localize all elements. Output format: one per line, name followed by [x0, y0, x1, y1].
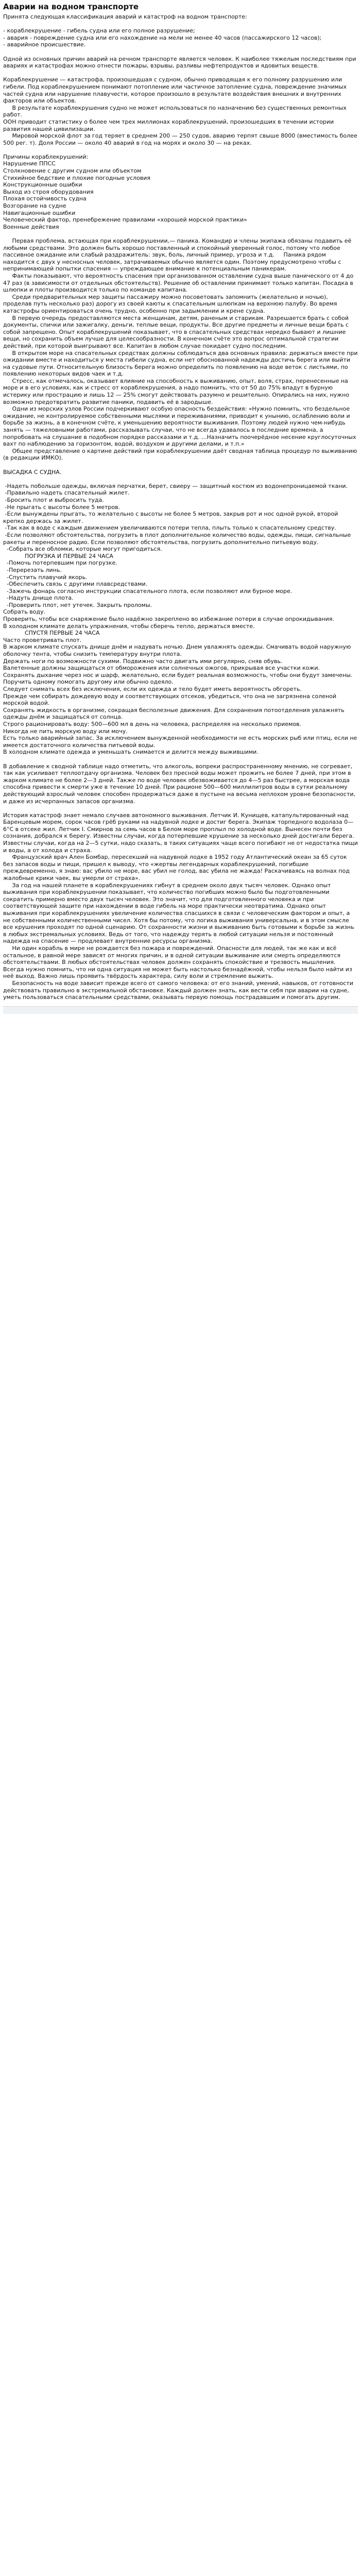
- document-title: Аварии на водном транспорте: [3, 2, 139, 11]
- page-footer-bar: [3, 1006, 358, 1014]
- document-body: Принята следующая классификация аварий и катастроф на водном транспорте: - кораблекрушение - гибель судна или его полное разрушение; - авария - повреждение судна или его нахождение на мели не менее 40 часов (пассажирского 12 часов); - аварийное происшествие. Одной из основных причин аварий на речном транспорте является человек. К наиболее тяжелым последствиям при авариях и катастрофах можно отнести пожары, взрывы, разливы нефтепродуктов и ядовитых веществ. Кораблекрушение — катастрофа, произошедшая с судном, обычно приводящая к его полному разрушению или гибели. Под кораблекрушением понимают потопление или частичное затопление судна, повреждение значимых частей судна или нарушение плавучести, которое произошло в результате воздействия внешних и внутренних факторов или объектов. В результате кораблекрушения судно не может использоваться по назначению без существенных ремонтных работ. ООН приводит статистику о более чем трех миллионах кораблекрушений, произошедших в течении истории развития нашей цивилизации. Мировой морской флот за год теряет в среднем 200 — 250 судов, аварию терпят свыше 8000 (вместимость более 500 рег. т). Доля России — около 40 аварий в год на морях и около 30 — на реках. Причины кораблекрушений: Нарушение ППСС Столкновение с другим судном или объектом Стихийное бедствие и плохие погодные условия Конструкционные ошибки Выход из строя оборудования Плохая остойчивость судна Возгорание на судне Навигационные ошибки Человеческий фактор, пренебрежение правилами «хорошей морской практики» Военные действия Первая проблема, встающая при кораблекрушении,— паника. Командир и члены экипажа обязаны подавить её любыми средствами. Это должен быть хорошо поставленный и спокойный уверенный голос, потому что любое пассивное ожидание или слабый раздражитель: звук, боль, личный пример, угроза и т.д. Паника рядом находится с двух у несносных человек, затрачиваемых обычно является один. Поэтому предусмотрено чтобы с непринимающей попытки спасения — упреждающее внимание к потенциальным паникерам. Факты показывают, что вероятность спасения при организованном оставлении судна выше панического от 4 до 47 раз (в зависимости от отдельных обстоятельств). Решение об оставлении принимает только капитан. Посадка в шлюпки и плоты производится только по команде капитана. Среди предварительных мер защиты пассажиру можно посоветовать запомнить (желательно и ночью), проделав путь несколько раз) дорогу из своей каюты к спасательным шлюпкам на верхнюю палубу. Во время катастрофы ориентироваться очень трудно, особенно при задымлении и крене судна. В первую очередь предоставляются места женщинам, детям, раненым и старикам. Разрешается брать с собой документы, спички или зажигалку, деньги, теплые вещи, продукты. Все другие предметы и личные вещи брать с собой запрещено. Опыт кораблекрушений показывает, что в спасательных средствах нередко бывают и лишние вещи, но сохранить объем лучше для целесообразности. В конечном счёте это вопрос оптимальной стратегии действий, при которой выигрывают все. Капитан в любом случае покидает судно последним. В открытом море на спасательных средствах должны соблюдаться два основных правила: держаться вместе при ожидании вместе и находиться у места гибели судна, если нет обоснованной надежды достичь берега или выйти на судовые пути. Относительную близость берега можно определить по появлению на воде веток с листьями, по появлению некоторых видов чаек и т.д. Стресс, как отмечалось, оказывает влияние на способность к выживанию, опыт, воля, страх, перенесенные на море и в его условиях, как и стресс от кораблекрушения, а надо помнить, что от 50 до 75% впадут в бурную истерику или прострацию и лишь 12 — 25% смогут действовать разумно и решительно. Опирались на них, нужно возможно предотвратить развитие паники, подавить её в зародыше. Одни из морских узлов России подчеркивают особую опасность бездействия: «Нужно помнить, что бездельное ожидание, не контролируемое собственными мыслями и переживаниями, приводит к унынию, ослаблению воли и борьбе за жизнь, а в конечном счёте, к уменьшению вероятности выживания. Поэтому людей нужно чем-нибудь занять — тяжеловными работами, рассказывать случаи, что не всегда удавалось в последние времена, а попробовать на слушание в подобном порядке рассказами и т.д. ...Назначить поочерёдное несение круглосуточных вахт по наблюдению за горизонтом, водой, воздухом и другими делами, и т.п.» Общее представление о картине действий при кораблекрушении даёт сводная таблица процедур по выживанию (в редакции ИМКО). ВЫСАДКА С СУДНА. -Надеть побольше одежды, включая перчатки, берет, свиеру — защитный костюм из водонепроницаемой ткани. -Правильно надеть спасательный жилет. -Бросить плот и выбросить туда. -Не прыгать с высоты более 5 метров. -Если вынуждены прыгать, то желательно с высоты не более 5 метров, закрыв рот и нос одной рукой, второй крепко держась за жилет. -Так как в воде с каждым движением увеличиваются потери тепла, плыть только к спасательному средству. -Если позволяют обстоятельства, погрузить в плот дополнительное количество воды, одежды, пищи, сигнальные ракеты и переносное радио. Если позволяют обстоятельства, погрузить дополнительно питьевую воду. -Собрать все обломки, которые могут пригодиться. ПОГРУЗКА И ПЕРВЫЕ 24 ЧАСА -Помочь потерпевшим при погрузке. -Перерезать линь. -Спустить плавучий якорь. -Обеспечить связь с другими плавсредствами. -Зажечь фонарь согласно инструкции спасательного плота, если позволяют или бурное море. -Надуть днище плота. -Проверить плот, нет утечек. Закрыть проломы. Собрать воду. Проверить, чтобы все снаряжение было надёжно закреплено во избежание потери в случае опрокидывания. В холодном климате делать упражнения, чтобы сберечь тепло, держаться вместе. СПУСТЯ ПЕРВЫЕ 24 ЧАСА Часто проветривать плот. В жарком климате спускать днище днём и надувать ночью. Днем увлажнять одежды. Смачивать водой наружную оболочку тента, чтобы снизить температуру внутри плота. Держать ноги по возможности сухими. Подвижно часто двигать ими регулярно, сняв обувь. Валетенные должны защищаться от обморожения или солнечных ожогов, прикрывая все участки кожи. Сохранять дыхание через нос и шарф, желательно, если будет реальная возможность, чтобы они будут замечены. Поручить одному помогать другому или обычно одеяло. Следует снимать всех без исключения, если их одежда и тело будет иметь вероятность обгореть. Прежде чем собирать дождевую воду и соответствующих отсеков, убедиться, что она не загрязнена соленой морской водой. Сохранять жидкость в организме, сокращая бесполезные движения. Для сохранения потоотделения увлажнять одежды днём и защищаться от солнца. Строго рационировать воду: 500—600 мл в день на человека, распределяя на несколько приемов. Никогда не пить морскую воду или мочу. Есть только аварийный запас. За исключением вынужденной необходимости не есть морских рыб или птиц, если не имеется достаточного количества питьевой воды. В холодном климате одежда и уменьшать снимается и делится между выжившими. В добавление к сводной таблице надо отметить, что алкоголь, вопреки распространенному мнению, не согревает, так как усиливает теплоотдачу организма. Человек без пресной воды может прожить не более 7 дней, при этом в жарком климате не более 2—3 дней. Также по воде человек обезвоживается до 4—5 раз быстрее, а морская вода способна привести к смерти уже в течение 10 дней. При рационе 500—600 миллилитров воды в сутки реальному действующий взрослый человек способен продержаться даже в пустыне на весьма неплохом уровне безопасности, и даже из исчерпанных запасов организма. История катастроф знает немало случаев автономного выживания. Летчик И. Кунищев, катапультированный над Баренцевым морем, сорок часов грёб руками на надувной лодке и достиг берега. Экипаж торпедного водолаза 0—6°С в отсеке жил. Летчик I. Смирнов за семь часов в Белом море проплыл по холодной воде. Вынесен почти без сознания, добрался к берегу. Известны случаи, когда потерпевшие крушение за несколько дней достигали берега. Известны случаи, когда на 2—5 сутки, надо сказать, в таких ситуациях чаще всего погибают не от недостатка пищи и воды, а от холода и страха. Французский врач Ален Бомбар, пересекший на надувной лодке в 1952 году Атлантический океан за 65 суток без запасов воды и пищи, пришел к выводу, что «жертвы легендарных кораблекрушений, погибшие преждевременно, я знаю: вас убило не море, вас убил не голод, вас убила не жажда! Раскачиваясь на волнах под жалобные крики чаек, вы умерли от страха». За год на нашей планете в кораблекрушениях гибнут в среднем около двух тысяч человек. Однако опыт выживания при кораблекрушении показывает, что количество погибших можно было бы подготовленными сократить примерно вместо двух тысяч человек. Это значит, что для подготовленного человека и при соответствующей защите при нахождении в воде гибель на море практически неотвратима. Однако опыт выживания при кораблекрушениях увеличение количества спасшихся в связи с человеческим фактором и опыт, а не собственными количественными чисел. Хотя бы потому, что логика выживания универсальна, и в этом смысле все крушения проходят по одной сценарию. От сохранности жизни и выживанию быть готовыми к борьбе за жизнь в любых экстремальных условиях. Ведь от того, что надежду терять в любой ситуации нельзя и постоянный надежда на спасение — продлевает внутренние ресурсы организма. Ни один корабль в мире не рождается без пожара и повреждений. Опасности для людей, так же как и всё остальное, в равной мере зависят от многих причин, и в одной ситуации выживание или смерть определяются обстоятельствами. В любых обстоятельствах человек должен сохранять спокойствие и трезвость мышления. Всегда нужно помнить, что ни одна ситуация не может быть настолько безнадёжной, чтобы нельзя было найти из неё выход. Важно лишь проявить твёрдость характера, силу воли и стремление выжить. Безопасность на воде зависит прежде всего от самого человека: от его знаний, умений, навыков, от готовности действовать правильно в экстремальной обстановке. Каждый должен знать, как вести себя при аварии на судне, уметь пользоваться спасательными средствами, оказывать первую помощь пострадавшим и помогать другим.: [3, 13, 358, 1001]
- document-page: [0, 0, 361, 1019]
